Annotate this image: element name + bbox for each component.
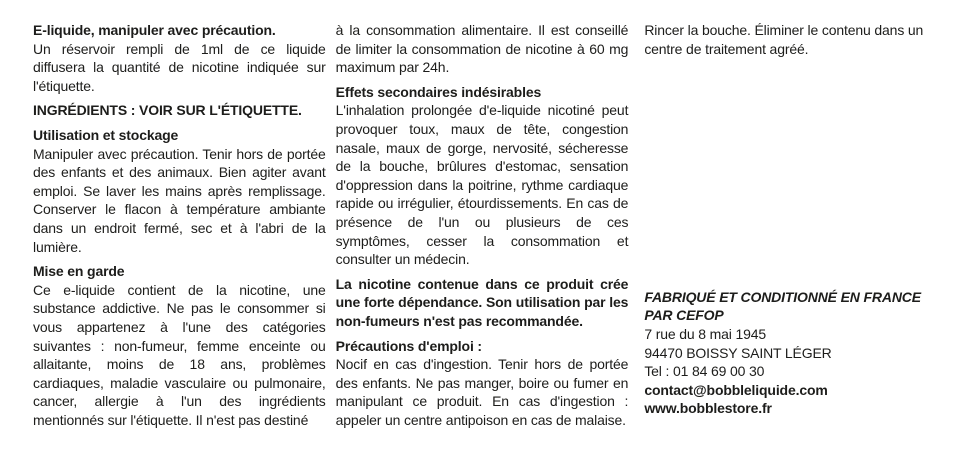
manufacturer-line-2: PAR CEFOP — [644, 307, 724, 324]
precautions-heading: Précautions d'emploi : — [335, 337, 482, 354]
website-line: www.bobblestore.fr — [644, 400, 772, 417]
ingredients-line: INGRÉDIENTS : VOIR SUR L'ÉTIQUETTE. — [33, 102, 302, 119]
side-effects-heading: Effets secondaires indésirables — [335, 83, 542, 100]
phone-line: Tel : 01 84 69 00 30 — [644, 363, 765, 380]
caution-paragraph: Ce e-liquide contient de la nicotine, une substance addictive. Ne pas le consommer si vous appartenez à l'une des catégories suivantes : non-fumeur, femme enceinte ou allaitante, moins de 18 ans, problèmes cardiaques, maladie vasculaire ou pulmonaire, cancer, allergie à l'un des ingrédients mentionnés sur l'étiquette. Il n'est pas destiné — [33, 281, 326, 428]
manufacturer-block — [644, 288, 935, 446]
dependency-warning-paragraph: La nicotine contenue dans ce produit crée une forte dépendance. Son utilisation par les non-fumeurs n'est pas recommandée. — [335, 275, 629, 329]
address-street: 7 rue du 8 mai 1945 — [644, 326, 766, 343]
manufacturer-line-1: FABRIQUÉ ET CONDITIONNÉ EN FRANCE — [644, 288, 921, 305]
continuation-paragraph: à la consommation alimentaire. Il est conseillé de limiter la consommation de nicotine à 60 mg maximum par 24h. — [335, 22, 629, 76]
email-line: contact@bobbleliquide.com — [644, 381, 828, 398]
rinse-paragraph: Rincer la bouche. Éliminer le contenu dans un centre de traitement agréé. — [644, 22, 924, 57]
column-middle — [336, 21, 629, 450]
column-right — [644, 21, 935, 446]
reservoir-paragraph: Un réservoir rempli de 1ml de ce liquide diffusera la quantité de nicotine indiquée sur l'étiquette. — [33, 40, 326, 94]
storage-heading: Utilisation et stockage — [33, 126, 179, 143]
address-city: 94470 BOISSY SAINT LÉGER — [644, 344, 832, 361]
storage-paragraph: Manipuler avec précaution. Tenir hors de portée des enfants et des animaux. Bien agiter avant emploi. Se laver les mains après remplissage. Conserver le flacon à température ambiante dans un endroit fermé, sec et à l'abri de la lumière. — [33, 145, 326, 255]
precautions-paragraph: Nocif en cas d'ingestion. Tenir hors de portée des enfants. Ne pas manger, boire ou fumer en manipulant ce produit. En cas d'ingestion : appeler un centre antipoison en cas de malaise. — [335, 356, 629, 428]
side-effects-paragraph: L'inhalation prolongée d'e-liquide nicotiné peut provoquer toux, maux de tête, congestion nasale, maux de gorge, nervosité, sécheresse de la bouche, brûlures d'estomac, sensation d'oppression dans la poitrine, rythme cardiaque rapide ou irrégulier, étourdissements. En cas de présence de l'un ou plusieurs de ces symptômes, cesser la consommation et consulter un médecin. — [335, 102, 629, 268]
caution-heading: Mise en garde — [33, 263, 125, 280]
handling-warning-heading: E-liquide, manipuler avec précaution. — [33, 22, 276, 38]
column-left — [33, 21, 326, 450]
